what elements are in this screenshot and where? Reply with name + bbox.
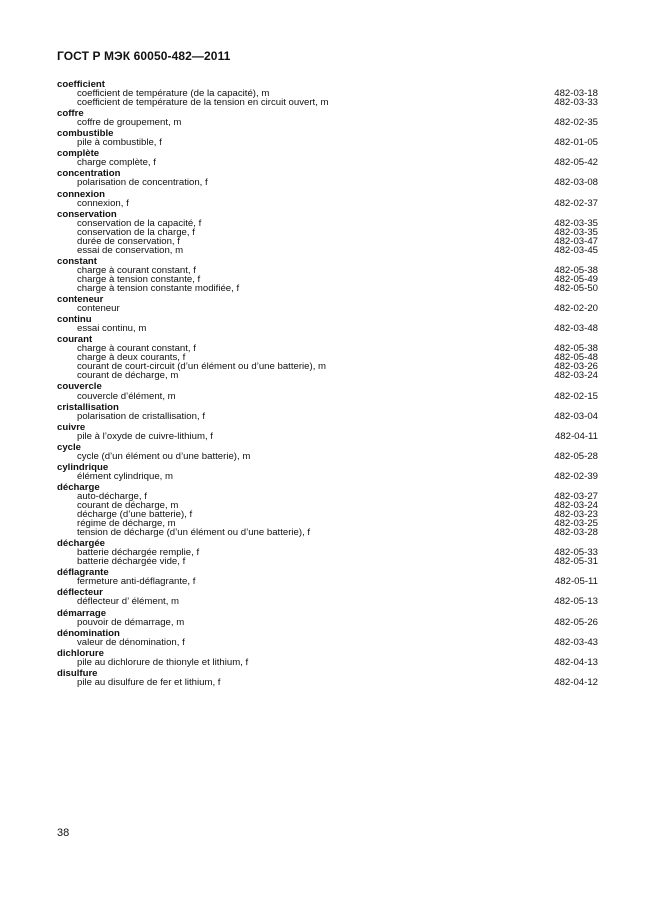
index-entry	[57, 210, 598, 255]
index-entry	[57, 483, 598, 537]
index-entry	[57, 568, 598, 586]
entry-item-code: 482-05-33	[554, 547, 598, 559]
entry-item-code: 482-03-08	[554, 177, 598, 189]
index-entry	[57, 80, 598, 107]
entry-item-label: auto-décharge, f	[77, 490, 147, 502]
term-index	[57, 80, 598, 687]
index-entry	[57, 190, 598, 208]
entry-item-label: essai continu, m	[77, 323, 147, 335]
index-entry	[57, 382, 598, 400]
entry-term: déflecteur	[57, 587, 103, 599]
entry-item	[57, 658, 598, 667]
entry-item-label: coefficient de température (de la capacité), m	[77, 88, 270, 100]
entry-item-code: 482-05-42	[554, 157, 598, 169]
entry-item-code: 482-05-26	[554, 616, 598, 628]
entry-item	[57, 324, 598, 333]
entry-item-code: 482-05-50	[554, 282, 598, 294]
entry-item-label: cycle (d’un élément ou d’une batterie), m	[77, 450, 251, 462]
entry-item	[57, 577, 598, 586]
entry-term: cuivre	[57, 421, 86, 433]
entry-item-label: conservation de la capacité, f	[77, 217, 202, 229]
entry-item-code: 482-03-27	[554, 490, 598, 502]
entry-item-label: valeur de dénomination, f	[77, 636, 185, 648]
entry-term: dichlorure	[57, 647, 104, 659]
entry-item-label: décharge (d’une batterie), f	[77, 509, 193, 521]
entry-item-code: 482-05-49	[554, 273, 598, 285]
entry-item-code: 482-03-26	[554, 361, 598, 373]
entry-item-code: 482-03-24	[554, 500, 598, 512]
entry-item-label: déflecteur d’ élément, m	[77, 596, 180, 608]
entry-item	[57, 199, 598, 208]
entry-item-code: 482-03-04	[554, 410, 598, 422]
entry-item	[57, 412, 598, 421]
index-entry	[57, 609, 598, 627]
entry-item-label: courant de décharge, m	[77, 500, 179, 512]
index-entry	[57, 403, 598, 421]
entry-item-code: 482-04-11	[554, 430, 598, 442]
entry-item-label: charge à tension constante, f	[77, 273, 201, 285]
index-entry	[57, 295, 598, 313]
index-entry	[57, 149, 598, 167]
entry-item	[57, 98, 598, 107]
entry-item-label: polarisation de cristallisation, f	[77, 410, 205, 422]
entry-term: courant	[57, 334, 93, 346]
entry-item	[57, 618, 598, 627]
entry-item	[57, 284, 598, 293]
index-entry	[57, 649, 598, 667]
entry-term: cristallisation	[57, 401, 119, 413]
index-entry	[57, 169, 598, 187]
entry-item	[57, 452, 598, 461]
index-entry	[57, 588, 598, 606]
entry-term: couvercle	[57, 381, 102, 393]
entry-item	[57, 597, 598, 606]
entry-item-code: 482-02-37	[554, 197, 598, 209]
entry-term: déflagrante	[57, 567, 109, 579]
entry-term: combustible	[57, 128, 114, 140]
entry-term: continu	[57, 314, 92, 326]
entry-item-label: courant de décharge, m	[77, 370, 179, 382]
entry-item-code: 482-03-25	[554, 518, 598, 530]
entry-item-code: 482-03-43	[554, 636, 598, 648]
entry-term: décharge	[57, 481, 100, 493]
entry-item	[57, 392, 598, 401]
entry-term: complète	[57, 148, 100, 160]
entry-item-label: pile à combustible, f	[77, 137, 162, 149]
entry-item-code: 482-03-47	[554, 235, 598, 247]
entry-item-label: conteneur	[77, 303, 120, 315]
entry-item	[57, 678, 598, 687]
entry-item-label: batterie déchargée remplie, f	[77, 547, 200, 559]
entry-term: concentration	[57, 168, 121, 180]
page-number: 38	[57, 827, 70, 839]
entry-item-code: 482-05-31	[554, 556, 598, 568]
index-entry	[57, 539, 598, 566]
entry-item-label: courant de court-circuit (d’un élément ou d’une batterie), m	[77, 361, 327, 373]
entry-item-code: 482-05-28	[554, 450, 598, 462]
entry-item-code: 482-03-23	[554, 509, 598, 521]
entry-item-label: polarisation de concentration, f	[77, 177, 208, 189]
entry-item	[57, 304, 598, 313]
index-entry	[57, 315, 598, 333]
entry-item-label: régime de décharge, m	[77, 518, 176, 530]
entry-item-label: essai de conservation, m	[77, 244, 184, 256]
entry-item-label: coefficient de température de la tension en circuit ouvert, m	[77, 97, 329, 109]
entry-term: connexion	[57, 188, 105, 200]
entry-item	[57, 638, 598, 647]
entry-item-code: 482-03-33	[554, 97, 598, 109]
index-entry	[57, 423, 598, 441]
entry-item-code: 482-03-35	[554, 217, 598, 229]
entry-item	[57, 178, 598, 187]
entry-term: dénomination	[57, 627, 120, 639]
entry-item-label: pile au dichlorure de thionyle et lithium, f	[77, 656, 249, 668]
entry-item-code: 482-05-48	[554, 352, 598, 364]
entry-item-code: 482-04-12	[554, 676, 598, 688]
entry-item-label: charge à deux courants, f	[77, 352, 186, 364]
entry-item-code: 482-04-13	[554, 656, 598, 668]
entry-item	[57, 557, 598, 566]
entry-item	[57, 432, 598, 441]
entry-item-label: charge à courant constant, f	[77, 264, 196, 276]
entry-item-code: 482-03-24	[554, 370, 598, 382]
entry-item-label: fermeture anti-déflagrante, f	[77, 576, 196, 588]
entry-item-code: 482-05-11	[554, 576, 598, 588]
entry-item-code: 482-02-20	[554, 303, 598, 315]
index-entry	[57, 129, 598, 147]
index-entry	[57, 109, 598, 127]
entry-item-label: pouvoir de démarrage, m	[77, 616, 185, 628]
entry-item-code: 482-05-13	[554, 596, 598, 608]
entry-item-code: 482-02-39	[554, 470, 598, 482]
index-entry	[57, 335, 598, 380]
index-entry	[57, 669, 598, 687]
index-entry	[57, 443, 598, 461]
entry-item-label: batterie déchargée vide, f	[77, 556, 186, 568]
entry-item-label: charge complète, f	[77, 157, 156, 169]
entry-item	[57, 158, 598, 167]
entry-term: coefficient	[57, 79, 105, 90]
entry-item-code: 482-03-48	[554, 323, 598, 335]
entry-item-label: connexion, f	[77, 197, 129, 209]
entry-item	[57, 246, 598, 255]
entry-item-label: conservation de la charge, f	[77, 226, 195, 238]
entry-item-code: 482-02-35	[554, 117, 598, 129]
entry-term: coffre	[57, 108, 84, 120]
index-entry	[57, 257, 598, 293]
entry-item-code: 482-03-45	[554, 244, 598, 256]
entry-item-label: charge à tension constante modifiée, f	[77, 282, 240, 294]
document-header: ГОСТ Р МЭК 60050-482—2011	[57, 49, 231, 63]
entry-item-code: 482-03-18	[554, 88, 598, 100]
entry-term: démarrage	[57, 607, 107, 619]
entry-item-code: 482-02-15	[554, 390, 598, 402]
entry-item	[57, 528, 598, 537]
entry-item	[57, 371, 598, 380]
entry-item-code: 482-03-35	[554, 226, 598, 238]
entry-item-code: 482-03-28	[554, 527, 598, 539]
entry-term: conservation	[57, 208, 117, 220]
entry-item-code: 482-05-38	[554, 264, 598, 276]
entry-item-code: 482-05-38	[554, 343, 598, 355]
entry-term: cycle	[57, 441, 82, 453]
entry-term: conteneur	[57, 294, 104, 306]
entry-item-label: coffre de groupement, m	[77, 117, 182, 129]
entry-item-label: pile à l’oxyde de cuivre-lithium, f	[77, 430, 213, 442]
entry-item	[57, 138, 598, 147]
index-entry	[57, 463, 598, 481]
entry-item	[57, 118, 598, 127]
entry-term: déchargée	[57, 538, 105, 550]
entry-item-label: couvercle d’élément, m	[77, 390, 176, 402]
entry-term: cylindrique	[57, 461, 109, 473]
entry-term: constant	[57, 255, 97, 267]
index-entry	[57, 629, 598, 647]
entry-item-label: élément cylindrique, m	[77, 470, 173, 482]
entry-item	[57, 472, 598, 481]
entry-term: disulfure	[57, 667, 98, 679]
entry-item-label: durée de conservation, f	[77, 235, 180, 247]
entry-item-label: tension de décharge (d’un élément ou d’une batterie), f	[77, 527, 311, 539]
entry-item-label: charge à courant constant, f	[77, 343, 196, 355]
entry-item-label: pile au disulfure de fer et lithium, f	[77, 676, 221, 688]
entry-item-code: 482-01-05	[554, 137, 598, 149]
